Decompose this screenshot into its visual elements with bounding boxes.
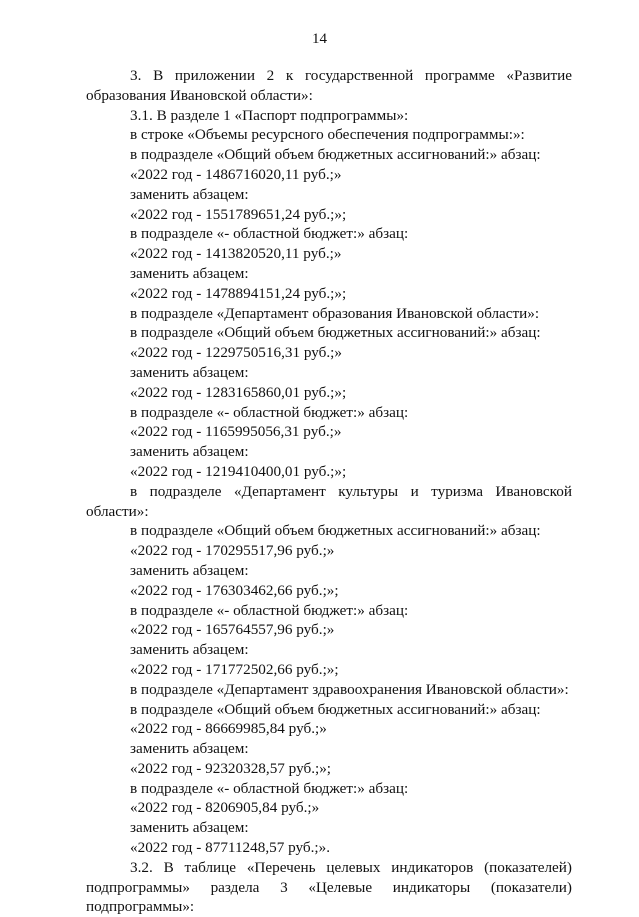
paragraph-line: «2022 год - 1551789651,24 руб.;»; (130, 205, 347, 223)
paragraph-line: области»: (86, 502, 149, 520)
paragraph-line: подпрограммы»: (86, 898, 195, 916)
paragraph-line: в подразделе «Департамент культуры и туризма Ивановской (130, 482, 572, 500)
paragraph-line: 3.2. В таблице «Перечень целевых индикаторов (показателей) (130, 858, 572, 876)
paragraph-line: заменить абзацем: (130, 740, 249, 758)
paragraph-line: «2022 год - 176303462,66 руб.;»; (130, 581, 339, 599)
paragraph-line: заменить абзацем: (130, 561, 249, 579)
paragraph-line: в подразделе «Департамент образования Ивановской области»: (130, 304, 540, 322)
paragraph-line: 3.1. В разделе 1 «Паспорт подпрограммы»: (130, 106, 409, 124)
paragraph-line: в подразделе «- областной бюджет:» абзац: (130, 601, 409, 619)
paragraph-line: в подразделе «Департамент здравоохранения Ивановской области»: (130, 680, 569, 698)
paragraph-line: заменить абзацем: (130, 819, 249, 837)
paragraph-line: заменить абзацем: (130, 264, 249, 282)
paragraph-line: в строке «Объемы ресурсного обеспечения подпрограммы:»: (130, 126, 525, 144)
paragraph-line: «2022 год - 1486716020,11 руб.;» (130, 165, 342, 183)
paragraph-line: в подразделе «- областной бюджет:» абзац: (130, 225, 409, 243)
paragraph-line: подпрограммы» раздела 3 «Целевые индикаторы (показатели) (86, 878, 572, 896)
paragraph-line: «2022 год - 8206905,84 руб.;» (130, 799, 320, 817)
paragraph-line: «2022 год - 87711248,57 руб.;». (130, 839, 331, 857)
paragraph-line: заменить абзацем: (130, 363, 249, 381)
paragraph-line: в подразделе «Общий объем бюджетных ассигнований:» абзац: (130, 324, 541, 342)
paragraph-line: «2022 год - 170295517,96 руб.;» (130, 542, 335, 560)
paragraph-line: «2022 год - 1165995056,31 руб.;» (130, 423, 342, 441)
paragraph-line: в подразделе «Общий объем бюджетных ассигнований:» абзац: (130, 146, 541, 164)
paragraph-line: «2022 год - 1229750516,31 руб.;» (130, 344, 342, 362)
paragraph-line: «2022 год - 171772502,66 руб.;»; (130, 660, 339, 678)
document-body (86, 66, 572, 917)
paragraph-line: заменить абзацем: (130, 185, 249, 203)
paragraph-line: «2022 год - 86669985,84 руб.;» (130, 720, 327, 738)
paragraph-line: «2022 год - 1283165860,01 руб.;»; (130, 383, 347, 401)
paragraph-line: в подразделе «- областной бюджет:» абзац: (130, 779, 409, 797)
page-number: 14 (312, 31, 327, 47)
paragraph-line: «2022 год - 1413820520,11 руб.;» (130, 245, 342, 263)
paragraph-line: заменить абзацем: (130, 641, 249, 659)
paragraph-line: образования Ивановской области»: (86, 86, 313, 104)
paragraph-line: заменить абзацем: (130, 443, 249, 461)
paragraph-line: в подразделе «Общий объем бюджетных ассигнований:» абзац: (130, 700, 541, 718)
paragraph-line: 3. В приложении 2 к государственной программе «Развитие (130, 67, 572, 84)
paragraph-line: в подразделе «Общий объем бюджетных ассигнований:» абзац: (130, 522, 541, 540)
paragraph-line: «2022 год - 1478894151,24 руб.;»; (130, 284, 347, 302)
paragraph-line: «2022 год - 92320328,57 руб.;»; (130, 759, 332, 777)
paragraph-line: «2022 год - 165764557,96 руб.;» (130, 621, 335, 639)
paragraph-line: «2022 год - 1219410400,01 руб.;»; (130, 462, 347, 480)
paragraph-line: в подразделе «- областной бюджет:» абзац: (130, 403, 409, 421)
